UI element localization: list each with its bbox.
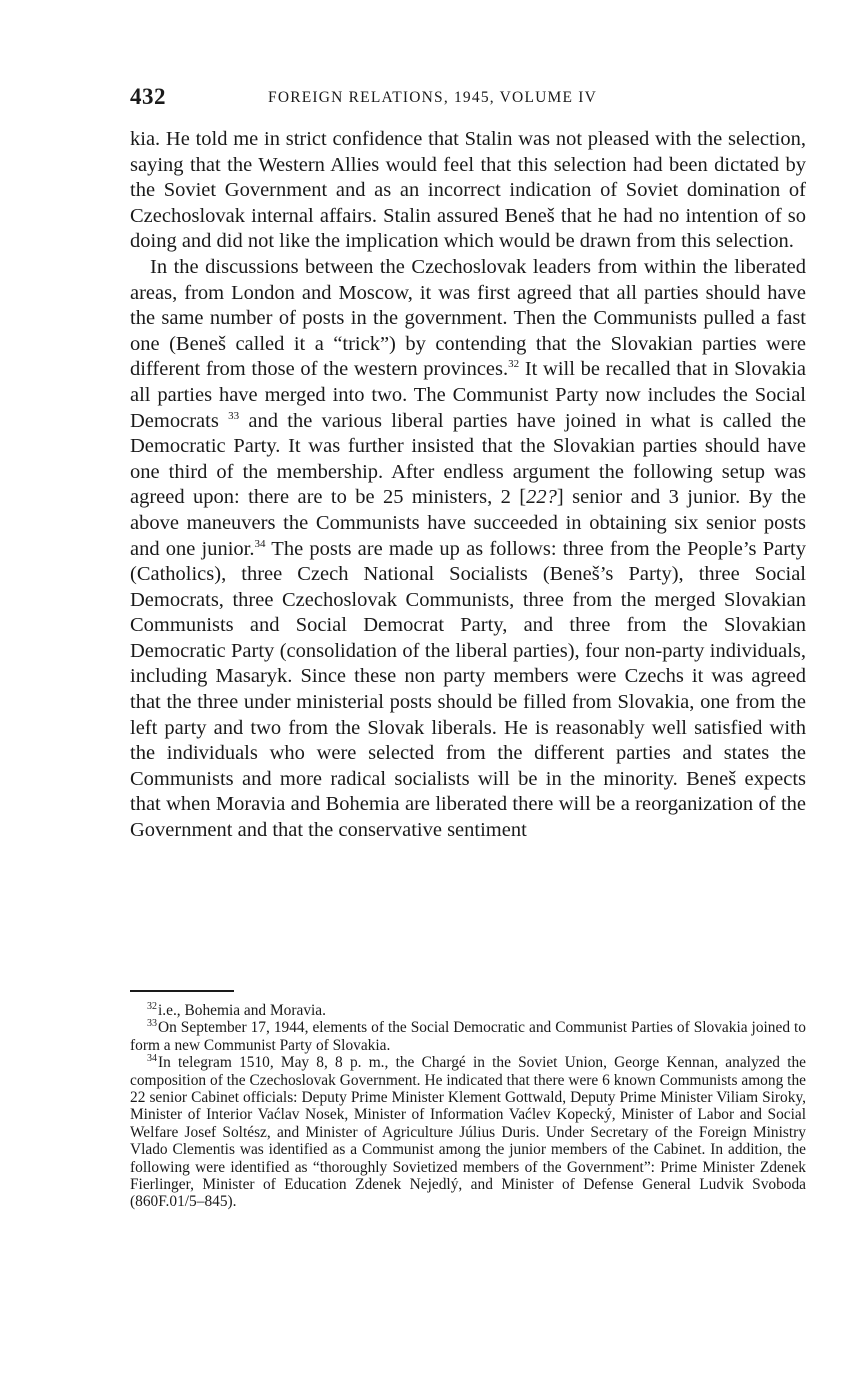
footnote-32 [130, 1002, 806, 1019]
footnote-text: On September 17, 1944, elements of the Social Democratic and Communist Parties of Slovakia joined to form a new Communist Party of Slovakia. [130, 1019, 806, 1054]
footnote-33 [130, 1019, 806, 1054]
page-header [130, 84, 720, 114]
footnote-mark: 32 [147, 1000, 157, 1012]
running-title: FOREIGN RELATIONS, 1945, VOLUME IV [268, 89, 597, 106]
footnote-ref-34[interactable]: 34 [254, 537, 266, 550]
footnote-mark: 33 [147, 1018, 157, 1030]
paragraph-2-part-a: In the discussions between the Czechoslovak leaders from within the liberated areas, from London and Moscow, it was first agreed that all parties should have the same number of posts in the government. Then the Communists pulled a fast one (Beneš called it a “trick”) by contending that the Slovakian parties were different from those of the western provinces. [130, 255, 806, 381]
footnote-divider [130, 990, 234, 992]
footnote-text: i.e., Bohemia and Moravia. [158, 1002, 326, 1019]
paragraph-2-part-c: and the various liberal parties have joined in what is called the Democratic Party. It was further insisted that the Slovakian parties should have one third of the membership. After endless argument the following setup was agreed upon: there are to be 25 ministers, 2 [ [130, 409, 806, 509]
footnote-34 [130, 1054, 806, 1211]
paragraph-2-part-d: ] senior and 3 junior. By the above maneuvers the Communists have succeeded in obtaining six senior posts and one junior. [130, 486, 806, 560]
footnote-text: In telegram 1510, May 8, 8 p. m., the Chargé in the Soviet Union, George Kennan, analyzed the composition of the Czechoslovak Government. He indicated that there were 6 known Communists among the 22 senior Cabinet officials: Deputy Prime Minister Klement Gottwald, Deputy Prime Minister Viliam Siroky, Minister of Interior Vaćlav Nosek, Minister of Information Vaćlev Kopecký, Minister of Labor and Social Welfare Josef Soltész, and Minister of Agriculture Július Duris. Under Secretary of the Foreign Ministry Vlado Clementis was identified as a Communist among the junior members of the Cabinet. In addition, the following were identified as “thoroughly Sovietized members of the Government”: Prime Minister Zdenek Fierlinger, Minister of Education Zdenek Nejedlý, and Minister of Defense General Ludvik Svoboda (860F.01/5–845). [130, 1054, 806, 1211]
paragraph-2 [130, 255, 806, 844]
paragraph-2-part-b: It will be recalled that in Slovakia all parties have merged into two. The Communist Party now includes the Social Democrats [130, 358, 806, 432]
body-text [130, 127, 806, 844]
paragraph-2-part-e: The posts are made up as follows: three from the People’s Party (Catholics), three Czech National Socialists (Beneš’s Party), three Social Democrats, three Czechoslovak Communists, three from the merged Slovakian Communists and Social Democrat Party, and three from the Slovakian Democratic Party (consolidation of the liberal parties), four non-party individuals, including Masaryk. Since these non party members were Czechs it was agreed that the three under ministerial posts should be filled from Slovakia, one from the left party and two from the Slovak liberals. He is reasonably well satisfied with the individuals who were selected from the different parties and states the Communists and more radical socialists will be in the minority. Beneš expects that when Moravia and Bohemia are liberated there will be a reorganization of the Government and that the conservative sentiment [130, 537, 806, 842]
editorial-bracket-note: 22? [526, 486, 557, 509]
footnote-mark: 34 [147, 1053, 157, 1065]
footnote-ref-32[interactable]: 32 [508, 358, 520, 371]
paragraph-1: kia. He told me in strict confidence that Stalin was not pleased with the selection, saying that the Western Allies would feel that this selection had been dictated by the Soviet Government and as an incorrect indication of Soviet domination of Czechoslovak internal affairs. Stalin assured Beneš that he had no intention of so doing and did not like the implication which would be drawn from this selection. [130, 128, 806, 253]
page-number: 432 [130, 84, 166, 109]
footnotes-section [130, 1002, 806, 1211]
footnote-ref-33[interactable]: 33 [228, 409, 240, 422]
